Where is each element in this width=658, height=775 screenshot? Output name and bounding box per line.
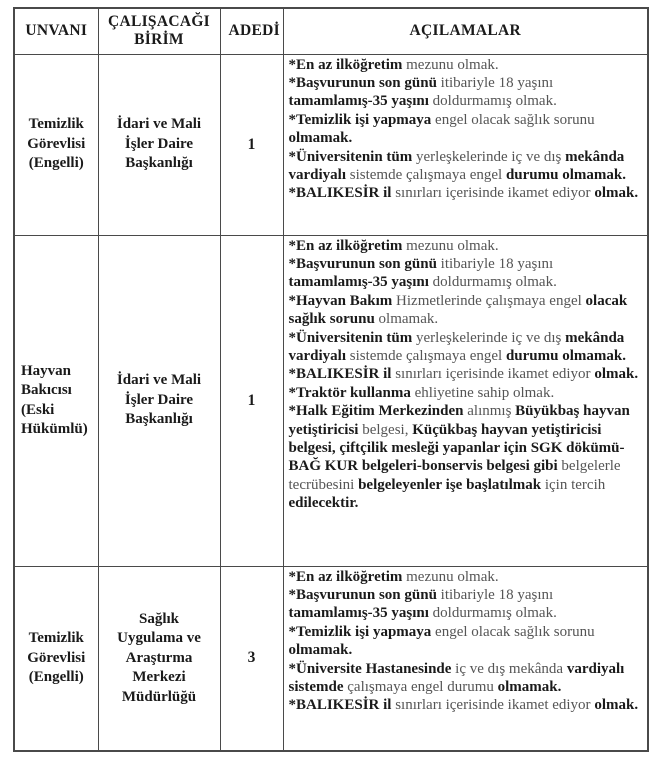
- header-row: [14, 8, 648, 54]
- table-row: [14, 54, 648, 235]
- text-segment: olacak sağlık sorunu: [288, 292, 628, 328]
- text-segment: mezunu olmak.: [406, 568, 499, 585]
- text-segment: çiftçilik mesleği yapanlar için SGK dökümü-BAĞ KUR belgeleri-bonservis belgesi gibi: [288, 439, 625, 475]
- text-segment: engel olacak sağlık sorunu: [435, 111, 595, 128]
- cell-aciklamalar: [283, 54, 648, 235]
- cell-birim: İdari ve Mali İşler Daire Başkanlığı: [98, 54, 220, 235]
- text-segment: yerleşkelerinde iç ve dış: [416, 329, 566, 346]
- header-cell-birim: ÇALIŞACAĞI BİRİM: [98, 8, 220, 54]
- requirement-item: [289, 365, 643, 383]
- requirement-item: [289, 329, 643, 366]
- requirement-item: [289, 623, 643, 660]
- requirement-item: [289, 184, 643, 202]
- text-segment: için tercih: [544, 476, 606, 493]
- requirement-item: [289, 586, 643, 623]
- text-segment: olmak.: [594, 697, 639, 714]
- text-segment: *En az ilköğretim: [288, 56, 407, 73]
- text-segment: olmamak.: [288, 130, 353, 147]
- text-segment: doldurmamış olmak.: [432, 93, 557, 110]
- requirement-item: [289, 56, 643, 74]
- requirement-item: [289, 74, 643, 111]
- text-segment: belgesi,: [362, 421, 413, 438]
- cell-adedi: 1: [220, 235, 283, 566]
- text-segment: *Temizlik işi yapmaya: [288, 111, 436, 128]
- text-segment: edilecektir.: [288, 495, 359, 512]
- cell-aciklamalar: [283, 566, 648, 751]
- text-segment: *Hayvan Bakım: [288, 292, 397, 309]
- text-segment: itibariyle 18 yaşını: [440, 74, 554, 91]
- text-segment: *Başvurunun son günü: [288, 586, 441, 603]
- text-segment: sınırları içerisinde ikamet ediyor: [395, 697, 595, 714]
- text-segment: *BALIKESİR il: [288, 366, 396, 383]
- text-segment: belgelerle tecrübesini: [288, 458, 621, 493]
- cell-birim: Sağlık Uygulama ve Araştırma Merkezi Müdürlüğü: [98, 566, 220, 751]
- text-segment: *BALIKESİR il: [288, 697, 396, 714]
- text-segment: *Temizlik işi yapmaya: [288, 623, 436, 640]
- requirement-item: [289, 384, 643, 402]
- text-segment: tamamlamış-35 yaşını: [288, 274, 433, 291]
- text-segment: mekânda vardiyalı: [288, 329, 625, 364]
- text-segment: *Başvurunun son günü: [288, 255, 441, 272]
- text-segment: tamamlamış-35 yaşını: [288, 605, 433, 622]
- text-segment: Büyükbaş hayvan yetiştiricisi: [288, 403, 630, 438]
- requirement-item: [289, 111, 643, 148]
- cell-adedi: 3: [220, 566, 283, 751]
- text-segment: *Üniversite Hastanesinde: [288, 660, 456, 677]
- text-segment: sistemde çalışmaya engel: [349, 347, 506, 364]
- text-segment: engel olacak sağlık sorunu: [435, 623, 595, 640]
- text-segment: doldurmamış olmak.: [432, 605, 557, 622]
- text-segment: belgeleyenler işe başlatılmak: [358, 476, 545, 493]
- requirement-item: [289, 292, 643, 329]
- table-header: [14, 8, 648, 54]
- text-segment: mezunu olmak.: [406, 56, 499, 73]
- text-segment: çalışmaya engel durumu: [347, 678, 498, 695]
- text-segment: Hizmetlerinde çalışmaya engel: [396, 292, 586, 309]
- text-segment: iç ve dış mekânda: [455, 660, 567, 677]
- header-cell-aciklamalar: AÇILAMALAR: [283, 8, 648, 54]
- requirement-item: [289, 568, 643, 586]
- text-segment: sınırları içerisinde ikamet ediyor: [395, 366, 595, 383]
- text-segment: *Başvurunun son günü: [288, 74, 441, 91]
- header-cell-unvani: UNVANI: [14, 8, 98, 54]
- requirement-item: [289, 660, 643, 697]
- text-segment: yerleşkelerinde iç ve dış: [416, 148, 566, 165]
- text-segment: itibariyle 18 yaşını: [440, 586, 554, 603]
- text-segment: tamamlamış-35 yaşını: [288, 93, 433, 110]
- requirement-item: [289, 237, 643, 255]
- text-segment: mekânda vardiyalı: [288, 148, 625, 183]
- text-segment: *Halk Eğitim Merkezinden: [288, 403, 468, 420]
- text-segment: *Üniversitenin tüm: [288, 148, 416, 165]
- requirement-item: [289, 148, 643, 185]
- requirement-item: [289, 696, 643, 714]
- table-body: [14, 54, 648, 751]
- text-segment: itibariyle 18 yaşını: [440, 255, 554, 272]
- cell-aciklamalar: [283, 235, 648, 566]
- requirement-item: [289, 402, 643, 512]
- cell-adedi: 1: [220, 54, 283, 235]
- cell-unvani: Temizlik Görevlisi (Engelli): [14, 566, 98, 751]
- text-segment: *En az ilköğretim: [288, 568, 407, 585]
- text-segment: olmamak.: [288, 642, 353, 659]
- table-row: [14, 566, 648, 751]
- text-segment: sistemde çalışmaya engel: [349, 166, 506, 183]
- text-segment: vardiyalı sistemde: [288, 660, 625, 695]
- text-segment: durumu olmamak.: [505, 347, 626, 364]
- text-segment: doldurmamış olmak.: [432, 274, 557, 291]
- cell-unvani: Hayvan Bakıcısı (Eski Hükümlü): [14, 235, 98, 566]
- text-segment: olmamak.: [378, 311, 439, 328]
- text-segment: olmamak.: [497, 678, 562, 695]
- text-segment: ehliyetine sahip olmak.: [414, 384, 555, 401]
- cell-birim: İdari ve Mali İşler Daire Başkanlığı: [98, 235, 220, 566]
- job-postings-table: [13, 7, 649, 752]
- text-segment: olmak.: [594, 185, 639, 202]
- text-segment: durumu olmamak.: [505, 166, 626, 183]
- table-row: [14, 235, 648, 566]
- cell-unvani: Temizlik Görevlisi (Engelli): [14, 54, 98, 235]
- text-segment: *Traktör kullanma: [288, 384, 415, 401]
- text-segment: *BALIKESİR il: [288, 185, 396, 202]
- text-segment: sınırları içerisinde ikamet ediyor: [395, 185, 595, 202]
- text-segment: *Üniversitenin tüm: [288, 329, 416, 346]
- text-segment: Küçükbaş hayvan yetiştiricisi belgesi,: [288, 421, 602, 456]
- text-segment: alınmış: [467, 403, 516, 420]
- requirement-item: [289, 255, 643, 292]
- text-segment: olmak.: [594, 366, 639, 383]
- text-segment: mezunu olmak.: [406, 237, 499, 254]
- header-cell-adedi: ADEDİ: [220, 8, 283, 54]
- text-segment: *En az ilköğretim: [288, 237, 407, 254]
